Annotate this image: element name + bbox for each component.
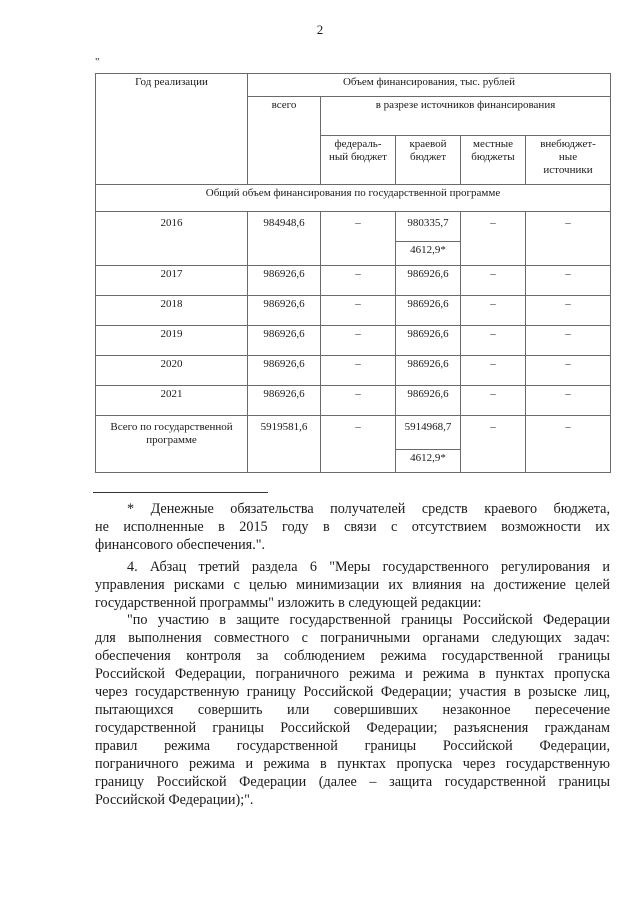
cell-local: – [461, 356, 526, 386]
cell-extra: – [526, 416, 611, 473]
cell-total: 986926,6 [248, 356, 321, 386]
cell-local: – [461, 416, 526, 473]
page-number: 2 [316, 22, 324, 37]
header-regional: краевой бюджет [396, 136, 461, 185]
cell-regional-extra: 4612,9* [396, 450, 461, 473]
header-sources: в разрезе источников финансирования [321, 97, 611, 136]
paragraph-line: пытающихся совершить или совершивших незаконное пересечение [95, 702, 610, 718]
paragraph-line: 4. Абзац третий раздела 6 "Меры государственного регулирования и [127, 559, 610, 575]
table-row [96, 266, 611, 296]
cell-year: 2018 [96, 296, 248, 326]
cell-local: – [461, 266, 526, 296]
cell-extra: – [526, 356, 611, 386]
table-row-total [96, 416, 611, 450]
cell-federal: – [321, 296, 396, 326]
paragraph-line: обеспечения контроля за соблюдением режима государственной границы [95, 648, 610, 664]
header-year: Год реализации [96, 74, 248, 185]
cell-total: 5919581,6 [248, 416, 321, 473]
header-federal: федераль- ный бюджет [321, 136, 396, 185]
paragraph-line: государственной программы" изложить в следующей редакции: [95, 595, 482, 611]
cell-extra: – [526, 296, 611, 326]
cell-federal: – [321, 266, 396, 296]
cell-total: 986926,6 [248, 266, 321, 296]
financing-table [95, 73, 611, 473]
footnote-line: * Денежные обязательства получателей средств краевого бюджета, [127, 501, 610, 517]
cell-federal: – [321, 212, 396, 266]
table-row [96, 326, 611, 356]
cell-regional: 986926,6 [396, 296, 461, 326]
cell-total: 986926,6 [248, 296, 321, 326]
paragraph-line: пограничного режима и режима в пунктах пропуска через государственную [95, 756, 610, 772]
cell-year: 2019 [96, 326, 248, 356]
cell-total: 986926,6 [248, 326, 321, 356]
paragraph-line: через государственную границу Российской Федерации; участия в розыске лиц, [95, 684, 610, 700]
header-total: всего [248, 97, 321, 185]
cell-local: – [461, 296, 526, 326]
header-volume: Объем финансирования, тыс. рублей [248, 74, 611, 97]
cell-extra: – [526, 266, 611, 296]
footnote [95, 500, 610, 554]
paragraph-line: для выполнения совместного с пограничными органами следующих задач: [95, 630, 610, 646]
cell-regional: 986926,6 [396, 386, 461, 416]
cell-extra: – [526, 212, 611, 266]
footnote-line: финансового обеспечения.". [95, 537, 266, 553]
paragraph-line: государственной границы Российской Федерации; разъяснения гражданам [95, 720, 610, 736]
table-row [96, 386, 611, 416]
cell-local: – [461, 326, 526, 356]
paragraph-line: "по участию в защите государственной границы Российской Федерации [127, 612, 610, 628]
cell-total: 986926,6 [248, 386, 321, 416]
cell-regional: 986926,6 [396, 266, 461, 296]
cell-regional: 980335,7 [396, 212, 461, 242]
footnote-separator [93, 492, 268, 493]
paragraph-line: управления рисками с целью минимизации их влияния на достижение целей [95, 577, 610, 593]
paragraph-line: границу Российской Федерации (далее – защита государственной границы [95, 774, 610, 790]
cell-local: – [461, 386, 526, 416]
table-row [96, 296, 611, 326]
cell-federal: – [321, 386, 396, 416]
cell-year: 2016 [96, 212, 248, 266]
cell-regional: 986926,6 [396, 356, 461, 386]
cell-year: 2017 [96, 266, 248, 296]
cell-extra: – [526, 386, 611, 416]
quoted-paragraph [95, 611, 610, 809]
paragraph-4 [95, 558, 610, 612]
cell-extra: – [526, 326, 611, 356]
header-local: местные бюджеты [461, 136, 526, 185]
cell-federal: – [321, 326, 396, 356]
opening-quote: " [95, 56, 100, 68]
cell-year: Всего по государственной программе [96, 416, 248, 473]
table-row [96, 356, 611, 386]
cell-regional: 5914968,7 [396, 416, 461, 450]
cell-year: 2021 [96, 386, 248, 416]
table-row [96, 212, 611, 242]
cell-year: 2020 [96, 356, 248, 386]
cell-regional-extra: 4612,9* [396, 242, 461, 266]
paragraph-line: правил режима государственной границы Российской Федерации, [95, 738, 610, 754]
cell-total: 984948,6 [248, 212, 321, 266]
footnote-line: не исполненные в 2015 году в связи с отсутствием возможности их [95, 519, 610, 535]
cell-regional: 986926,6 [396, 326, 461, 356]
cell-federal: – [321, 416, 396, 473]
section-title: Общий объем финансирования по государственной программе [96, 185, 611, 212]
paragraph-line: Российской Федерации);". [95, 792, 254, 808]
cell-local: – [461, 212, 526, 266]
paragraph-line: Российской Федерации, пограничного режима и режима в пунктах пропуска [95, 666, 610, 682]
cell-federal: – [321, 356, 396, 386]
header-extrabudget: внебюджет- ные источники [526, 136, 611, 185]
